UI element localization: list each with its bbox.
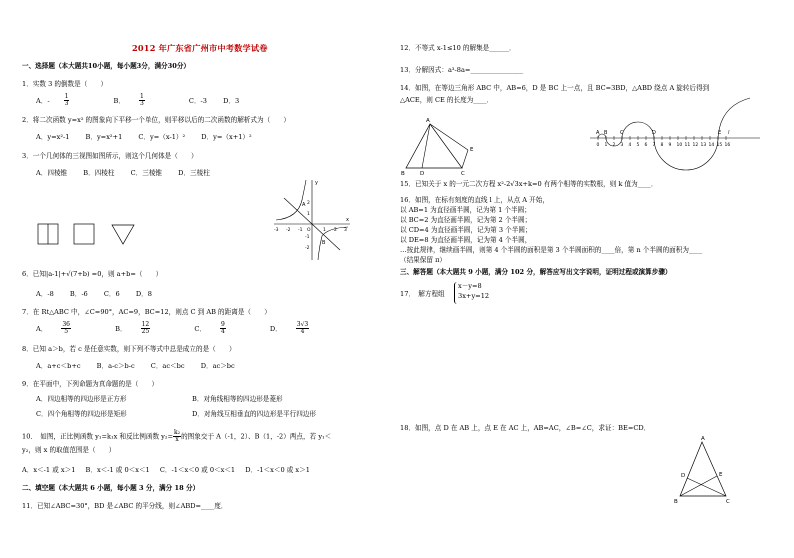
xtick-2: 2 [334, 228, 337, 233]
q7-option-a: A． $\frac{36}{5}$ [36, 321, 70, 335]
q8-option-a: A．a+c＜b+c [36, 362, 81, 370]
line-label-l: l [728, 130, 730, 136]
ruler-tick-label: 15 [716, 143, 723, 148]
xtick-3: 3 [344, 228, 347, 233]
question-14-line-1: 14．如图，在等边三角形 ABC 中，AB=6，D 是 BC 上一点，且 BC=3BD，△ABD 绕点 A 旋转后得到 [400, 84, 710, 92]
point-e: E [718, 130, 722, 136]
q3-option-c: C．三棱锥 [130, 169, 163, 177]
q14-triangle-figure [400, 118, 480, 178]
question-9: 9．在平面中，下列命题为真命题的是（ ） [22, 380, 159, 388]
ruler-tick-label: 16 [724, 143, 731, 148]
xtick-1: 1 [323, 228, 326, 233]
question-10-line-2: y₂，则 x 的取值范围是（ ） [22, 446, 116, 454]
xtick-origin: O [307, 228, 311, 233]
q9-option-d: D．对角线互相垂直的四边形是平行四边形 [192, 410, 316, 418]
question-2-options [36, 133, 266, 141]
label-b: B [674, 499, 678, 505]
q8-option-c: C．ac＜bc [150, 362, 185, 370]
question-18: 18．如图，点 D 在 AB 上，点 E 在 AC 上，AB=AC，∠B=∠C，求证：BE=CD． [400, 424, 651, 432]
ytick-2: 2 [307, 201, 310, 206]
q3-option-b: B．四棱柱 [83, 169, 115, 177]
q8-option-d: D．ac＞bc [200, 362, 235, 370]
q17-equation-system [454, 282, 489, 304]
question-6-options [36, 290, 166, 298]
q17-equation-1: x－y=8 [458, 282, 482, 290]
question-7-options [36, 322, 351, 335]
question-1-options [36, 94, 253, 107]
question-17: 17． 解方程组 [400, 290, 445, 298]
section-2-heading: 二、填空题（本大题共 6 小题，每小题 3 分，满分 18 分） [22, 484, 200, 492]
ruler-tick-label: 12 [692, 143, 699, 148]
q2-option-a: A．y=x²-1 [36, 133, 70, 141]
q6-option-a: A．-8 [36, 290, 54, 298]
section-1-heading: 一、选择题（本大题共10小题，每小题3分，满分30分） [22, 62, 191, 70]
q2-option-b: B．y=x²+1 [85, 133, 123, 141]
question-16-line-6: …按此规律，继续画半圆，则第 4 个半圆的面积是第 3 个半圆面积的____倍，第 n 个半圆的面积为____ [400, 246, 703, 254]
q10-option-a: A．x＜-1 或 x＞1 [22, 466, 76, 474]
q3-option-a: A．四棱锥 [36, 169, 68, 177]
q17-equation-2: 3x+y=12 [458, 292, 490, 300]
segment-ce [462, 150, 468, 168]
question-10-line-1: 10． 如图，正比例函数 y₁=k₁x 和反比例函数 y₂= $\frac{\text{k₂}}{x}$ 的图象交于 A（-1，2）、B（1，-2）两点，若 y₁＜ [22, 429, 332, 443]
exam-title: 2012 年广东省广州市中考数学试卷 [132, 43, 268, 53]
graph-label-a: A [302, 202, 306, 208]
q7-option-d: D． $\frac{3√3}{4}$ [269, 321, 309, 335]
question-8: 8．已知 a＞b，若 c 是任意实数，则下列不等式中总是成立的是（ ） [22, 345, 236, 353]
q10-option-b: B．x＜-1 或 0＜x＜1 [85, 466, 150, 474]
question-8-options [36, 362, 249, 370]
ytick-1: 1 [307, 212, 310, 217]
label-c: C [461, 171, 465, 177]
semicircle-3 [622, 122, 654, 138]
q9-option-a: A．四边相等的四边形是正方形 [36, 395, 127, 403]
q18-triangle-figure [670, 436, 730, 506]
section-3-heading: 三、解答题（本大题共 9 小题，满分 102 分，解答应写出文字说明，证明过程或演算步骤） [400, 268, 672, 276]
question-10-options [22, 466, 310, 474]
label-d: D [420, 171, 425, 177]
xtick-neg3: -3 [274, 228, 279, 233]
semicircle-5-partial [718, 98, 750, 138]
ruler-tick-label: 11 [684, 143, 691, 148]
ruler-tick-label: 9 [668, 143, 672, 148]
label-b: B [401, 171, 405, 177]
ruler-tick-label: 7 [652, 143, 656, 148]
label-a: A [426, 118, 430, 124]
question-16-line-3: 以 BC=2 为直径画半圆，记为第 2 个半圆； [400, 216, 532, 224]
question-12: 12．不等式 x-1≤10 的解集是______． [400, 44, 516, 52]
q16-semicircle-figure [590, 96, 770, 158]
point-d: D [652, 130, 656, 136]
ruler-tick-label: 13 [700, 143, 707, 148]
q1-option-d: D．3 [223, 96, 240, 105]
q6-option-d: D．8 [135, 290, 152, 298]
question-16-line-5: 以 DE=8 为直径画半圆，记为第 4 个半圆， [400, 236, 532, 244]
ruler-tick-label: 0 [596, 143, 600, 148]
segment-cd-crossing [680, 476, 717, 496]
question-1: 1．实数 3 的倒数是（ ） [22, 80, 108, 88]
ruler-tick-label: 14 [708, 143, 715, 148]
graph-label-b: B [322, 240, 326, 246]
question-14-line-2: △ACE，则 CE 的长度为____． [400, 96, 494, 104]
question-3-options [36, 169, 224, 177]
question-2: 2．将二次函数 y=x² 的图象向下平移一个单位，则平移以后的二次函数的解析式为（ ） [22, 116, 290, 124]
q7-option-b: B． $\frac{12}{25}$ [115, 321, 150, 335]
label-d: D [681, 473, 686, 479]
question-3: 3．一个几何体的三视图如图所示，则这个几何体是（ ） [22, 152, 198, 160]
q1-option-c: C．-3 [188, 96, 207, 105]
side-view-shape [74, 224, 94, 244]
q10-function-graph [272, 178, 352, 262]
segment-ae [430, 124, 468, 150]
ruler-tick-label: 6 [644, 143, 648, 148]
ruler-tick-label: 2 [612, 143, 616, 148]
q9-option-c: C．四个角相等的四边形是矩形 [36, 410, 127, 418]
label-a: A [701, 436, 705, 442]
ruler-tick-label: 8 [660, 143, 664, 148]
question-16-line-4: 以 CD=4 为直径画半圆，记为第 3 个半圆； [400, 226, 532, 234]
q1-option-b: B． $\frac{1}{3}$ [113, 93, 144, 107]
triangle-abc [680, 442, 726, 496]
question-6: 6．已知|a-1|+√(7+b) =0，则 a+b=（ ） [22, 270, 163, 278]
q9-option-b: B．对角线相等的四边形是菱形 [192, 395, 283, 403]
point-a: A [596, 130, 600, 136]
q2-option-c: C．y=（x-1）² [138, 133, 186, 141]
ruler-tick-label: 4 [628, 143, 632, 148]
q6-option-c: C．6 [103, 290, 120, 298]
question-16-line-1: 16．如图，在标有刻度的直线 l 上，从点 A 开始， [400, 196, 549, 204]
ruler-tick-label: 5 [636, 143, 640, 148]
top-view-shape [112, 225, 134, 244]
q10-option-c: C．-1＜x＜0 或 0＜x＜1 [159, 466, 236, 474]
q6-option-b: B．-6 [69, 290, 88, 298]
xtick-neg2: -2 [286, 228, 291, 233]
segment-ad [422, 124, 430, 168]
question-15: 15．已知关于 x 的一元二次方程 x²-2√3x+k=0 有两个相等的实数根，则 k 值为____． [400, 180, 658, 188]
q8-option-b: B．a-c＞b-c [96, 362, 135, 370]
three-views-figure [36, 224, 146, 264]
point-b: B [604, 130, 608, 136]
q2-option-d: D．y=（x+1）² [201, 133, 252, 141]
q7-option-c: C． $\frac{9}{4}$ [194, 321, 225, 335]
ytick-neg1: -1 [305, 235, 310, 240]
q1-option-a: A．- $\frac{1}{3}$ [36, 93, 69, 107]
point-c: C [620, 130, 624, 136]
graph-label-x: x [346, 217, 349, 223]
q3-option-d: D．三棱柱 [178, 169, 210, 177]
graph-label-y: y [315, 180, 318, 186]
xtick-neg1: -1 [298, 228, 303, 233]
label-c: C [726, 499, 730, 505]
question-13: 13．分解因式：a³-8a=________________ [400, 66, 524, 74]
label-e: E [719, 472, 723, 478]
question-11: 11．已知∠ABC=30°，BD 是∠ABC 的平分线，则∠ABD=____度． [22, 502, 228, 510]
ytick-neg2: -2 [305, 246, 310, 251]
question-7: 7．在 Rt△ABC 中，∠C=90°，AC=9，BC=12，则点 C 到 AB 的距离是（ ） [22, 308, 271, 316]
ruler-tick-label: 10 [676, 143, 683, 148]
question-16-line-7: （结果保留 π） [400, 256, 446, 264]
q10-option-d: D．-1＜x＜0 或 x＞1 [245, 466, 310, 474]
question-16-line-2: 以 AB=1 为直径画半圆，记为第 1 个半圆； [400, 206, 531, 214]
ruler-tick-label: 1 [604, 143, 608, 148]
triangle-abc [406, 124, 462, 168]
label-e: E [470, 147, 474, 153]
ruler-tick-label: 3 [620, 143, 624, 148]
segment-be-crossing [687, 478, 726, 496]
